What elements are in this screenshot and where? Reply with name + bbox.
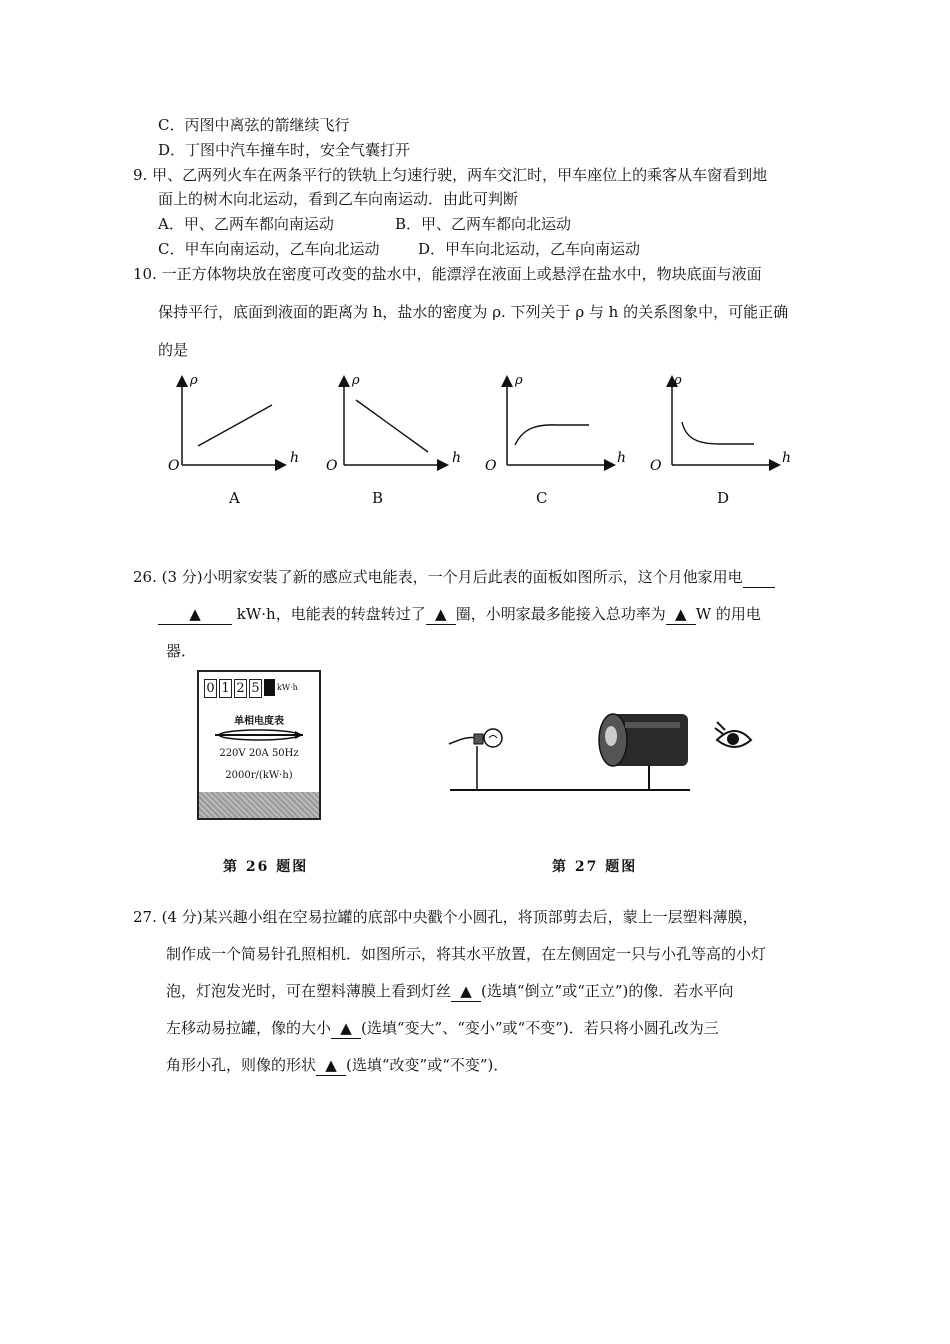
- q27-line5: [166, 1055, 508, 1076]
- electric-meter: [197, 670, 321, 820]
- graph-d: [650, 373, 791, 474]
- pinhole-camera-figure: [445, 700, 765, 800]
- graph-c-label: C: [536, 489, 548, 507]
- q27-caption: 第 27 题图: [552, 859, 638, 875]
- q27-line2: 制作成一个简易针孔照相机．如图所示，将其水平放置，在左侧固定一只与小孔等高的小灯: [166, 945, 767, 963]
- q27-line4-a: 左移动易拉罐，像的大小: [166, 1019, 332, 1037]
- graph-d-y-label: ρ: [674, 373, 682, 388]
- q27-blank-shape[interactable]: ▲: [316, 1055, 346, 1076]
- q8-option-d: D．丁图中汽车撞车时，安全气囊打开: [158, 141, 411, 159]
- graph-a-x-label: h: [290, 450, 300, 466]
- q9-option-d: D．甲车向北运动，乙车向南运动: [418, 240, 641, 258]
- q26-unit1: kW·h，电能表的转盘转过了: [232, 605, 426, 623]
- graph-b-y-label: ρ: [352, 373, 360, 388]
- graph-b: [326, 373, 461, 474]
- graph-a-origin: O: [168, 458, 180, 474]
- meter-title: 单相电度表: [234, 716, 284, 727]
- q26-text2: 圈，小明家最多能接入总功率为: [455, 605, 666, 623]
- q26-blank-line: [743, 567, 775, 588]
- q9-stem-line1: 9. 甲、乙两列火车在两条平行的铁轨上匀速行驶，两车交汇时，甲车座位上的乘客从车窗看到地: [133, 166, 768, 184]
- meter-specs: 220V 20A 50Hz: [219, 748, 299, 759]
- q9-option-b: B．甲、乙两车都向北运动: [395, 215, 572, 233]
- q27-line5-a: 角形小孔，则像的形状: [166, 1056, 317, 1074]
- graph-d-origin: O: [650, 458, 662, 474]
- graph-a-label: A: [229, 489, 240, 507]
- graph-b-x-label: h: [452, 450, 462, 466]
- q27-line3-a: 泡，灯泡发光时，可在塑料薄膜上看到灯丝: [166, 982, 452, 1000]
- graph-b-origin: O: [326, 458, 338, 474]
- q27-line4-b: (选填“变大”、“变小”或“不变”)．若只将小圆孔改为三: [361, 1019, 719, 1037]
- q10-stem-line2: 保持平行，底面到液面的距离为 h，盐水的密度为 ρ. 下列关于 ρ 与 h 的关系图象中，可能正确: [158, 303, 789, 321]
- meter-digit: 0: [204, 679, 217, 698]
- q26-stem-line2: [158, 604, 761, 625]
- q27-blank-orientation[interactable]: ▲: [451, 981, 481, 1002]
- q10-stem-line3: 的是: [158, 341, 189, 359]
- q27-line3-b: (选填“倒立”或“正立”)的像．若水平向: [481, 982, 734, 1000]
- graph-a: [168, 373, 299, 474]
- graph-c: [485, 373, 626, 474]
- meter-disc-icon: [211, 727, 307, 743]
- meter-rate: 2000r/(kW·h): [225, 770, 293, 781]
- light-bulb-icon: [474, 729, 502, 747]
- graph-b-label: B: [372, 489, 384, 507]
- graph-a-y-label: ρ: [190, 373, 198, 388]
- q10-stem-line1: 10. 一正方体物块放在密度可改变的盐水中，能漂浮在液面上或悬浮在盐水中，物块底面与液面: [133, 265, 762, 283]
- q9-option-a: A．甲、乙两车都向南运动: [158, 215, 334, 233]
- q26-stem-end: 器．: [166, 642, 197, 660]
- q27-blank-size[interactable]: ▲: [331, 1018, 361, 1039]
- q8-option-c: C．丙图中离弦的箭继续飞行: [158, 116, 350, 134]
- q9-stem-line2: 面上的树木向北运动，看到乙车向南运动．由此可判断: [158, 190, 519, 208]
- graph-d-x-label: h: [782, 450, 792, 466]
- q10-graphs: [160, 370, 800, 480]
- graph-c-y-label: ρ: [515, 373, 523, 388]
- q26-blank-turns[interactable]: ▲: [426, 604, 456, 625]
- q26-caption: 第 26 题图: [223, 859, 309, 875]
- q26-stem-part1: 26. (3 分)小明家安装了新的感应式电能表，一个月后此表的面板如图所示，这个月他家用电: [133, 568, 743, 586]
- q27-line1: 27. (4 分)某兴趣小组在空易拉罐的底部中央戳个小圆孔，将顶部剪去后，蒙上一层塑料薄膜，: [133, 908, 758, 926]
- q26-blank-energy[interactable]: ▲: [158, 604, 232, 625]
- q26-text3: W 的用电: [695, 605, 761, 623]
- meter-unit: kW·h: [277, 683, 298, 692]
- graph-c-origin: O: [485, 458, 497, 474]
- q27-line4: [166, 1018, 719, 1039]
- graph-d-label: D: [717, 489, 730, 507]
- meter-digit: 2: [234, 679, 247, 698]
- graph-c-x-label: h: [617, 450, 627, 466]
- meter-base: [199, 792, 319, 818]
- meter-digit: 1: [219, 679, 232, 698]
- meter-digits: [204, 679, 298, 698]
- can-camera-icon: [599, 714, 688, 790]
- q26-blank-power[interactable]: ▲: [666, 604, 696, 625]
- meter-digit: 5: [249, 679, 262, 698]
- bulb-wire: [449, 737, 477, 744]
- q9-option-c: C．甲车向南运动，乙车向北运动: [158, 240, 380, 258]
- eye-icon: [715, 722, 751, 747]
- q27-line5-b: (选填“改变”或“不变”)．: [346, 1056, 509, 1074]
- q27-line3: [166, 981, 733, 1002]
- q26-stem-line1: [133, 567, 775, 588]
- meter-digit-red-box: [264, 679, 275, 696]
